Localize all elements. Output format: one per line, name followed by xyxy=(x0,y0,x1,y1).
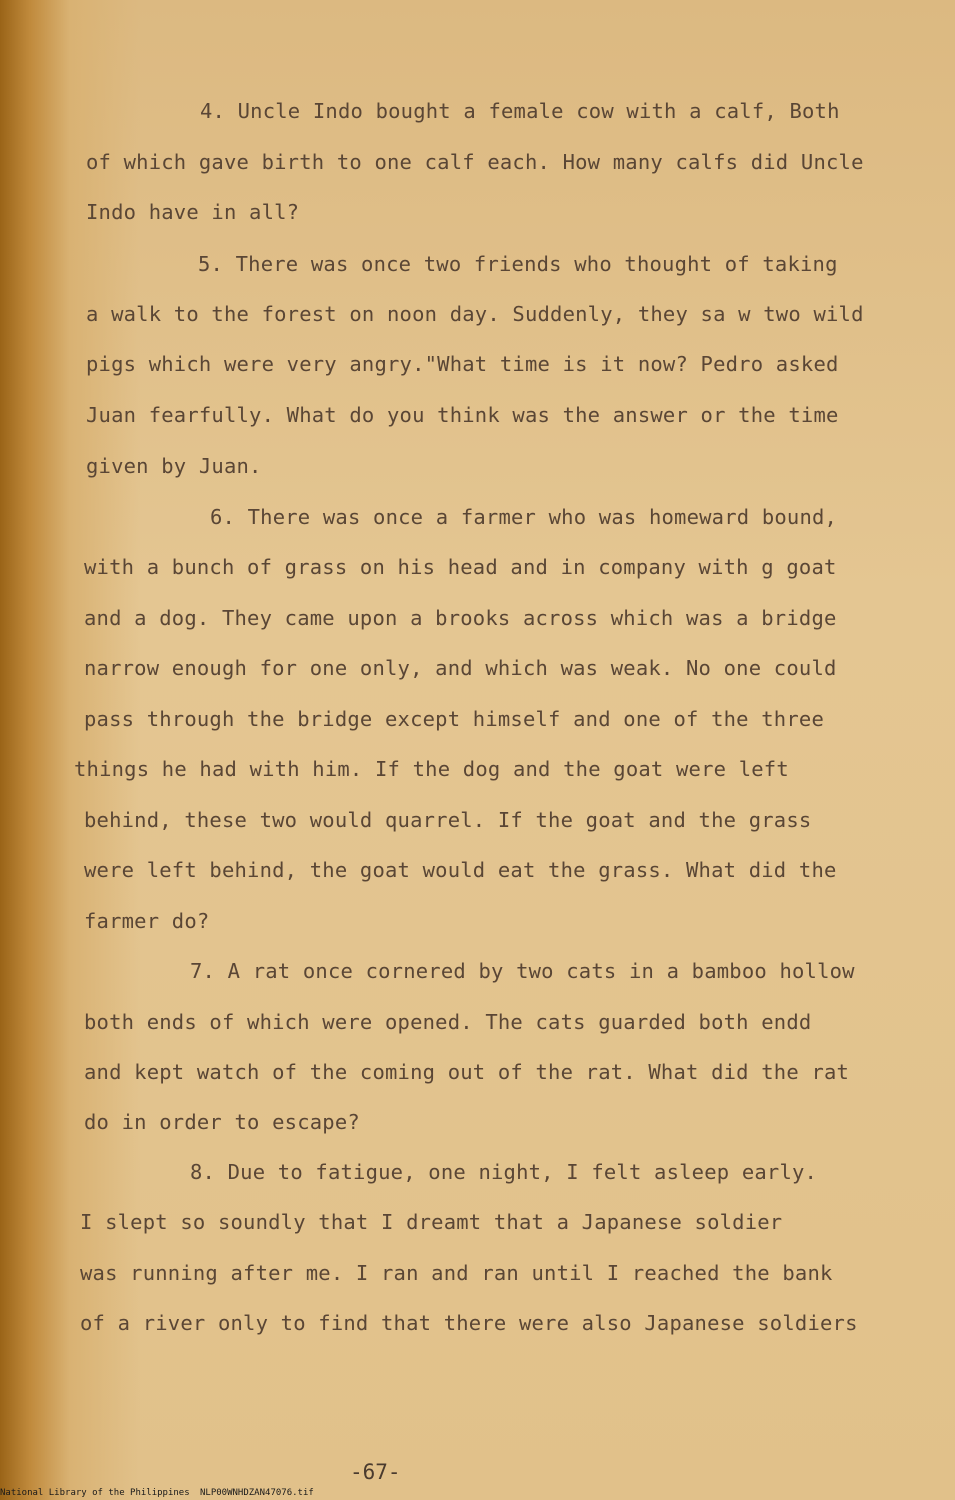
text-line: 4. Uncle Indo bought a female cow with a calf, Both xyxy=(200,99,840,123)
text-line: with a bunch of grass on his head and in company with g goat xyxy=(84,555,837,579)
text-line: was running after me. I ran and ran until I reached the bank xyxy=(80,1261,833,1285)
footer-library: National Library of the Philippines xyxy=(0,1488,190,1498)
text-line: pigs which were very angry."What time is it now? Pedro asked xyxy=(86,352,839,376)
text-line: Juan fearfully. What do you think was the answer or the time xyxy=(86,403,839,427)
footer-filename: NLP00WNHDZAN47076.tif xyxy=(200,1488,314,1498)
text-line: 6. There was once a farmer who was homeward bound, xyxy=(210,505,838,529)
text-line: of a river only to find that there were also Japanese soldiers xyxy=(80,1311,858,1335)
text-line: 7. A rat once cornered by two cats in a bamboo hollow xyxy=(190,959,855,983)
text-line: farmer do? xyxy=(84,909,210,933)
text-line: 5. There was once two friends who thought of taking xyxy=(198,252,838,276)
text-line: and kept watch of the coming out of the rat. What did the rat xyxy=(84,1060,850,1084)
text-line: do in order to escape? xyxy=(84,1110,360,1134)
text-line: both ends of which were opened. The cats guarded both endd xyxy=(84,1010,812,1034)
text-line: given by Juan. xyxy=(86,454,262,478)
text-line: were left behind, the goat would eat the grass. What did the xyxy=(84,858,837,882)
text-line: Indo have in all? xyxy=(86,200,300,224)
text-line: behind, these two would quarrel. If the goat and the grass xyxy=(84,808,812,832)
text-line: and a dog. They came upon a brooks across which was a bridge xyxy=(84,606,837,630)
text-line: things he had with him. If the dog and the goat were left xyxy=(74,757,789,781)
scan-footer xyxy=(0,1487,955,1500)
text-line: 8. Due to fatigue, one night, I felt asleep early. xyxy=(190,1160,818,1184)
text-line: I slept so soundly that I dreamt that a Japanese soldier xyxy=(80,1210,783,1234)
text-line: a walk to the forest on noon day. Suddenly, they sa w two wild xyxy=(86,302,864,326)
page-number: -67- xyxy=(350,1460,401,1484)
text-line: narrow enough for one only, and which was weak. No one could xyxy=(84,656,837,680)
text-line: pass through the bridge except himself and one of the three xyxy=(84,707,824,731)
text-line: of which gave birth to one calf each. How many calfs did Uncle xyxy=(86,150,864,174)
